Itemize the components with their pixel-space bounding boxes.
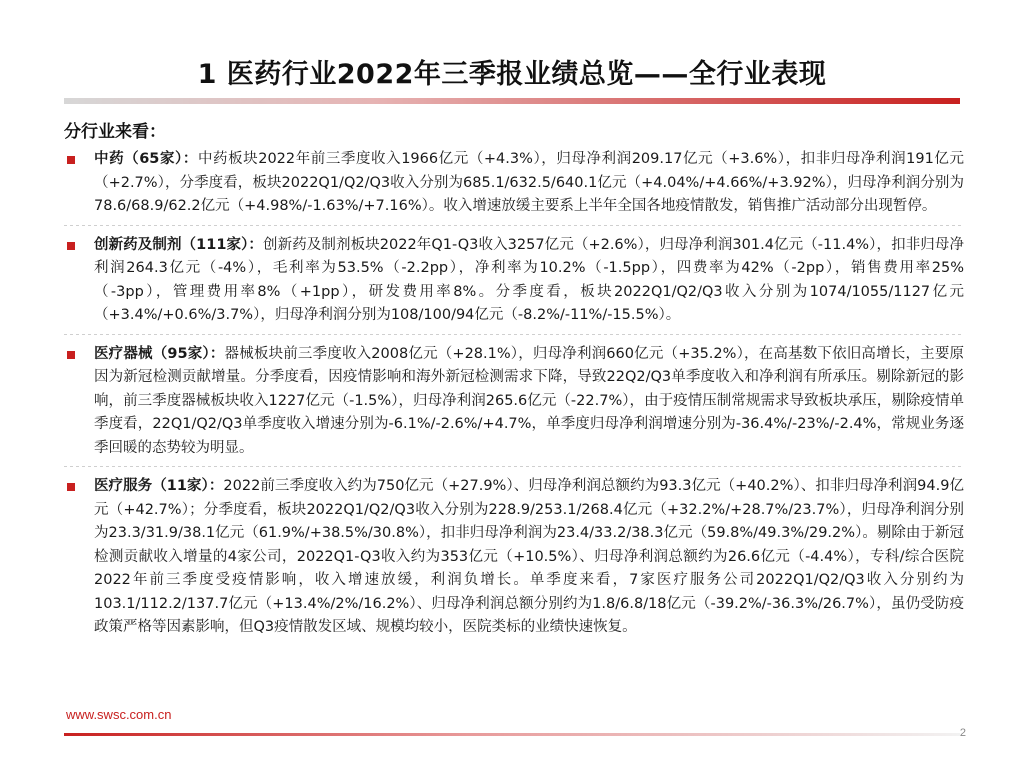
paragraph-heading: 中药（65家）： <box>94 151 198 167</box>
page-number: 2 <box>959 727 966 739</box>
square-bullet-icon <box>67 156 75 164</box>
square-bullet-icon <box>67 483 75 491</box>
dotted-divider <box>64 466 964 467</box>
paragraph-heading: 创新药及制剂（111家）： <box>94 236 264 253</box>
paragraph-text: 器械板块前三季度收入2008亿元（+28.1%），归母净利润660亿元（+35.2%），在高基数下依旧高增长，主要原因为新冠检测贡献增量。分季度看，因疫情影响和海外新冠检测需求下降，导致22Q2/Q3单季度收入和净利润有所承压。剔除新冠的影响，前三季度器械板块收入1227亿元（-1.5%），归母净利润265.6亿元（-22.7%），由于疫情压制常规需求导致板块承压，剔除疫情单季度看，22Q1/Q2/Q3单季度收入增速分别为-6.1%/-2.6%/+4.7%，单季度归母净利润增速分别为-36.4%/-23%/-2.4%，常规业务逐季回暖的态势较为明显。 <box>94 345 964 456</box>
page-title: 1 医药行业2022年三季报业绩总览——全行业表现 <box>197 59 827 90</box>
paragraph-medical-services <box>64 475 964 640</box>
dotted-divider <box>64 334 964 335</box>
title-divider <box>64 98 960 104</box>
paragraph-text: 创新药及制剂板块2022年Q1-Q3收入3257亿元（+2.6%），归母净利润301.4亿元（-11.4%），扣非归母净利润264.3亿元（-4%），毛利率为53.5%（-2.2pp），净利率为10.2%（-1.5pp），四费率为42%（-2pp），销售费用率25%（-3pp），管理费用率8%（+1pp），研发费用率8%。分季度看，板块2022Q1/Q2/Q3收入分别为1074/1055/1127亿元（+3.4%/+0.6%/3.7%），归母净利润分别为108/100/94亿元（-8.2%/-11%/-15.5%）。 <box>94 236 964 323</box>
paragraph-text: 2022前三季度收入约为750亿元（+27.9%）、归母净利润总额约为93.3亿元（+40.2%）、扣非归母净利润94.9亿元（+42.7%）；分季度看，板块2022Q1/Q2/Q3收入分别为228.9/253.1/268.4亿元（+32.2%/+28.7%/23.7%），归母净利润分别为23.3/31.9/38.1亿元（61.9%/+38.5%/30.8%），扣非归母净利润为23.4/33.2/38.3亿元（59.8%/49.3%/29.2%）。剔除由于新冠检测贡献收入增量的4家公司，2022Q1-Q3收入约为353亿元（+10.5%）、归母净利润总额约为26.6亿元（-4.4%），专科/综合医院2022年前三季度受疫情影响，收入增速放缓，利润负增长。单季度来看，7家医疗服务公司2022Q1/Q2/Q3收入分别约为103.1/112.2/137.7亿元（+13.4%/2%/16.2%）、归母净利润总额分别约为1.8/6.8/18亿元（-39.2%/-36.3%/26.7%），虽仍受防疫政策严格等因素影响，但Q3疫情散发区域、规模均较小，医院类标的业绩快速恢复。 <box>94 478 964 635</box>
paragraph-heading: 医疗器械（95家）： <box>94 345 225 362</box>
footer-website-link[interactable]: www.swsc.com.cn <box>66 707 172 722</box>
square-bullet-icon <box>67 351 75 359</box>
section-subheading: 分行业来看： <box>64 122 166 142</box>
paragraph-heading: 医疗服务（11家）： <box>94 478 224 494</box>
square-bullet-icon <box>67 242 75 250</box>
dotted-divider <box>64 225 964 226</box>
paragraph-medical-devices <box>64 343 964 461</box>
paragraph-tcm <box>64 148 964 219</box>
footer-divider <box>64 733 960 736</box>
paragraph-innovative-drugs <box>64 234 964 328</box>
paragraph-text: 中药板块2022年前三季度收入1966亿元（+4.3%），归母净利润209.17亿元（+3.6%），扣非归母净利润191亿元（+2.7%），分季度看，板块2022Q1/Q2/Q3收入分别为685.1/632.5/640.1亿元（+4.04%/+4.66%/+3.92%），归母净利润分别为78.6/68.9/62.2亿元（+4.98%/-1.63%/+7.16%）。收入增速放缓主要系上半年全国各地疫情散发，销售推广活动部分出现暂停。 <box>94 151 964 214</box>
content-body <box>64 148 964 640</box>
